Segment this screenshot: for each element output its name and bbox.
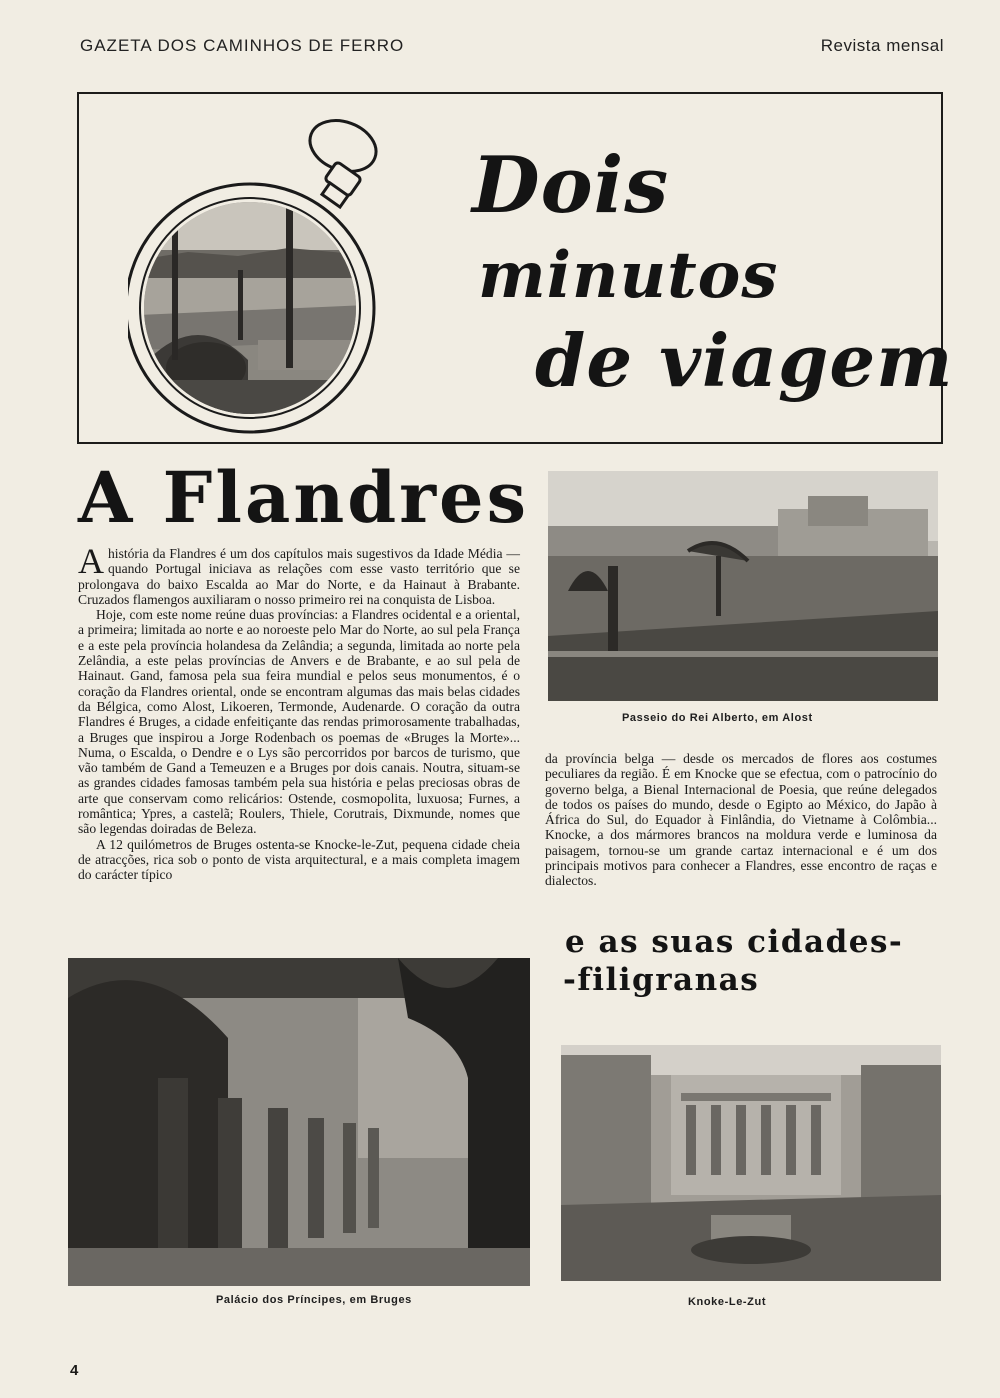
article-body-right bbox=[545, 751, 937, 889]
feature-title-line-1: Dois bbox=[472, 140, 670, 231]
paragraph: Hoje, com este nome reúne duas províncias: a Flandres ocidental e a oriental, a primeira; limitada ao norte e ao noroeste pelo Mar do Norte, ao sul pela França e a este pela província holandesa da Zelândia; a segunda, limitada ao norte pela Zelândia, a este pelas províncias de Anvers e de Brabante, e ao sul pela de Hainaut. Gand, famosa pela sua feira mundial e pelos seus monumentos, é o coração da Flandres oriental, onde se encontram algumas das mais belas cidades da Bélgica, como Alost, Likoeren, Termonde, Audenarde. O coração da outra Flandres é Bruges, a cidade enfeitiçante das rendas primorosamente trabalhadas, a Bruges que inspirou a Jorge Rodenbach os poemas de «Bruges la Morte»... Numa, o Escalda, o Dendre e o Lys são percorridos por barcos de turismo, que vão também de Gand a Temeuzen e a Bruges por dois canais. Noutra, situam-se as grandes cidades famosas também pela sua história e pelas preciosas obras de arte que conservam como relicários: Ostende, cosmopolita, luxuosa; Furnes, a romântica; Ypres, a castelã; Roulers, Thiele, Corutrais, Dixmunde, nomes que são legendas doiradas de Beleza. bbox=[78, 607, 520, 837]
subheadline-line-2: -filigranas bbox=[563, 962, 760, 998]
periodicity-label: Revista mensal bbox=[820, 36, 944, 55]
feature-title-line-3: de viagem bbox=[535, 318, 954, 403]
caption-bruges: Palácio dos Príncipes, em Bruges bbox=[216, 1294, 412, 1306]
drop-cap: A bbox=[78, 541, 104, 581]
photo-alost bbox=[548, 471, 938, 701]
subheadline-line-1: e as suas cidades- bbox=[565, 924, 904, 960]
photo-bruges bbox=[68, 958, 530, 1286]
paragraph: Ahistória da Flandres é um dos capítulos mais sugestivos da Idade Média — quando Portugal iniciava as relações com esse vasto território que se prolongava do baixo Escalda ao Mar do Norte, e da Hainaut à Brabante. Cruzados flamengos auxiliaram o nosso primeiro rei na conquista de Lisboa. bbox=[78, 541, 520, 607]
feature-title-line-2: minutos bbox=[478, 238, 779, 313]
caption-alost: Passeio do Rei Alberto, em Alost bbox=[622, 712, 813, 724]
caption-knoke: Knoke-Le-Zut bbox=[688, 1296, 767, 1308]
pocket-watch-illustration bbox=[128, 110, 378, 450]
publication-title: GAZETA DOS CAMINHOS DE FERRO bbox=[80, 36, 405, 55]
page-number: 4 bbox=[70, 1362, 79, 1379]
paragraph: A 12 quilómetros de Bruges ostenta-se Knocke-le-Zut, pequena cidade cheia de atracções, rica sob o ponto de vista arquitectural, e a mais completa imagem do carácter típico bbox=[78, 836, 520, 883]
photo-knoke bbox=[561, 1045, 941, 1281]
article-headline: A Flandres bbox=[78, 456, 529, 539]
paragraph: da província belga — desde os mercados de flores aos costumes peculiares da região. É em Knocke que se efectua, com o patrocínio do governo belga, a Bienal Internacional de Poesia, que reúne delegados de todos os países do mundo, desde o Egipto ao México, do Japão à África do Sul, do Equador à Finlândia, do Vietname à Colômbia... Knocke, a dos mármores brancos na moldura verde e luminosa da paisagem, tornou-se um grande cartaz internacional e é um dos principais motivos para conhecer a Flandres, esse encontro de raças e dialectos. bbox=[545, 751, 937, 889]
article-body-left bbox=[78, 541, 520, 883]
